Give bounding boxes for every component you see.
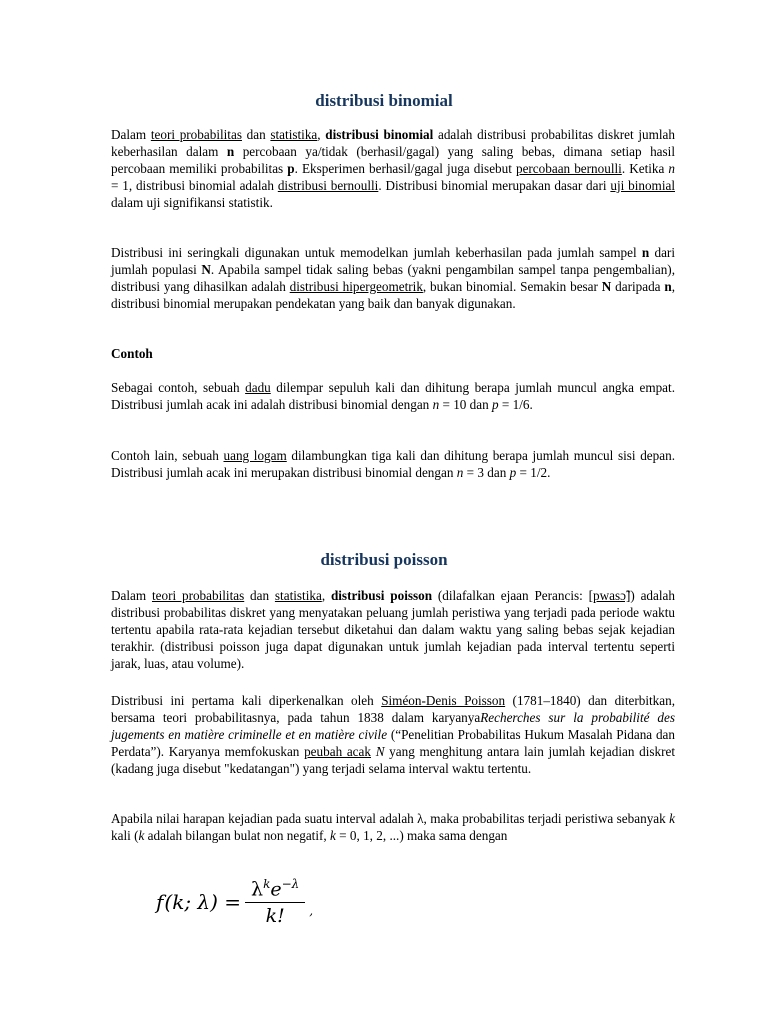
poisson-paragraph-1 [111, 588, 675, 673]
text: . Distribusi binomial merupakan dasar dari [378, 177, 611, 193]
poisson-formula [156, 872, 313, 932]
text: Sebagai contoh, sebuah [111, 380, 246, 395]
link-uang-logam[interactable]: uang logam [223, 448, 287, 463]
var-k: k [330, 827, 336, 843]
var-k: k [669, 811, 675, 826]
text: dalam uji signifikansi statistik. [111, 194, 273, 210]
link-statistika[interactable]: statistika [274, 588, 322, 603]
lambda: λ [251, 878, 264, 901]
text: = 1, distribusi binomial adalah [111, 177, 278, 193]
work-title: Recherches sur la probabilité des jugements en matière criminelle et en matière civile [111, 709, 675, 742]
link-teori-probabilitas[interactable]: teori probabilitas [150, 127, 242, 142]
var-n: n [432, 396, 440, 412]
var-n: n [668, 160, 675, 176]
text: adalah bilangan bulat non negatif, [144, 827, 330, 843]
text: . Apabila sampel tidak saling bebas (yakni pengambilan sampel tanpa pengembalian), distribusi yang dihasilkan adalah [111, 261, 675, 294]
text: = 1/2. [516, 464, 551, 480]
var-N: N [375, 743, 385, 759]
link-peubah-acak[interactable]: peubah acak [304, 743, 371, 759]
text: Apabila nilai harapan kejadian pada suatu interval adalah λ, maka probabilitas terjadi peristiwa sebanyak [111, 811, 670, 826]
term-distribusi-poisson: distribusi poisson [330, 588, 433, 603]
link-statistika[interactable]: statistika [270, 127, 318, 142]
formula-args: (k; λ) = [164, 890, 242, 914]
var-n: n [226, 143, 235, 159]
text: , distribusi binomial merupakan pendekatan yang baik dan banyak digunakan. [111, 278, 675, 311]
text: = 10 dan [439, 396, 493, 412]
poisson-paragraph-3 [111, 811, 675, 845]
link-percobaan-bernoulli[interactable]: percobaan bernoulli [515, 160, 622, 176]
text: adalah distribusi probabilitas diskret jumlah keberhasilan dalam [111, 127, 676, 159]
link-dadu[interactable]: dadu [245, 380, 271, 395]
text: Distribusi ini pertama kali diperkenalkan oleh [111, 693, 382, 708]
link-distribusi-bernoulli[interactable]: distribusi bernoulli [277, 177, 379, 193]
text: = 3 dan [463, 464, 510, 480]
text: yang menghitung antara lain jumlah kejadian diskret (kadang juga disebut "kedatangan") yang terjadi selama interval waktu tertentu. [111, 743, 676, 776]
text: . Eksperimen berhasil/gagal juga disebut [294, 160, 516, 176]
text: dari jumlah populasi [111, 245, 675, 277]
text: , [321, 588, 331, 603]
formula-fraction [245, 877, 305, 927]
binomial-paragraph-1 [111, 127, 675, 212]
binomial-paragraph-2 [111, 245, 675, 313]
var-N: N [601, 278, 612, 294]
poisson-paragraph-2 [111, 693, 675, 778]
link-simeon-denis-poisson[interactable]: Siméon-Denis Poisson [381, 693, 506, 708]
text: Distribusi ini seringkali digunakan untuk memodelkan jumlah keberhasilan pada jumlah sampel [111, 245, 642, 260]
var-p: p [492, 396, 499, 412]
e: e [270, 878, 282, 901]
var-k: k [138, 827, 145, 843]
text: percobaan ya/tidak (berhasil/gagal) yang saling bebas, dimana setiap hasil percobaan memiliki probabilitas [111, 143, 675, 176]
text: = 0, 1, 2, ...) maka sama dengan [335, 827, 508, 843]
text: = 1/6. [498, 396, 533, 412]
text: ) adalah distribusi probabilitas diskret yang menyatakan peluang jumlah peristiwa yang terjadi pada periode waktu tertentu apabila rata-rata kejadian tersebut diketahui dan dalam waktu yang saling bebas sejak kejadian terakhir. (distribusi poisson juga dapat digunakan untuk jumlah kejadian pada interval tertentu seperti jarak, luas, atau volume). [111, 588, 675, 671]
link-distribusi-hipergeometrik[interactable]: distribusi hipergeometrik [289, 278, 423, 294]
exp-minus-lambda: −λ [281, 876, 300, 891]
text: Contoh lain, sebuah [111, 448, 224, 463]
contoh-heading: Contoh [111, 346, 153, 361]
text: (dilafalkan ejaan Perancis: [432, 588, 589, 603]
link-uji-binomial[interactable]: uji binomial [610, 177, 675, 193]
text: (1781–1840) dan diterbitkan, bersama teori probabilitasnya, pada tahun 1838 dalam karyanya [111, 693, 676, 725]
var-p: p [509, 464, 517, 480]
formula-function: f [156, 890, 164, 914]
var-n: n [641, 245, 650, 260]
text: kali ( [111, 827, 139, 843]
link-teori-probabilitas[interactable]: teori probabilitas [151, 588, 245, 603]
binomial-paragraph-3 [111, 380, 675, 414]
link-ipa-pronunciation[interactable]: [pwasɔ̃] [588, 588, 631, 603]
formula-denominator: k! [265, 905, 285, 928]
binomial-paragraph-4 [111, 448, 675, 482]
text: Dalam [111, 127, 151, 142]
text: dan [244, 588, 275, 603]
text: daripada [611, 278, 665, 294]
formula-numerator [245, 877, 305, 903]
text: , bukan binomial. Semakin besar [422, 278, 602, 294]
var-n: n [456, 464, 464, 480]
text: (“Penelitian Probabilitas Hukum Masalah Pidana dan Perdata”). Karyanya memfokuskan [111, 726, 675, 759]
text: dilambungkan tiga kali dan dihitung berapa jumlah muncul sisi depan. Distribusi jumlah acak ini merupakan distribusi binomial dengan [111, 448, 676, 480]
poisson-heading: distribusi poisson [320, 550, 448, 569]
formula-comma: , [309, 904, 314, 918]
exp-k: k [263, 876, 271, 891]
term-distribusi-binomial: distribusi binomial [325, 127, 434, 142]
text: dilempar sepuluh kali dan dihitung berapa jumlah muncul angka empat. Distribusi jumlah acak ini adalah distribusi binomial dengan [111, 380, 675, 412]
text: Dalam [111, 588, 152, 603]
text: , [317, 127, 326, 142]
binomial-heading: distribusi binomial [315, 91, 453, 110]
text: . Ketika [621, 160, 669, 176]
text: dan [241, 127, 271, 142]
var-p: p [287, 160, 295, 176]
var-n: n [664, 278, 672, 294]
var-N: N [201, 261, 211, 277]
